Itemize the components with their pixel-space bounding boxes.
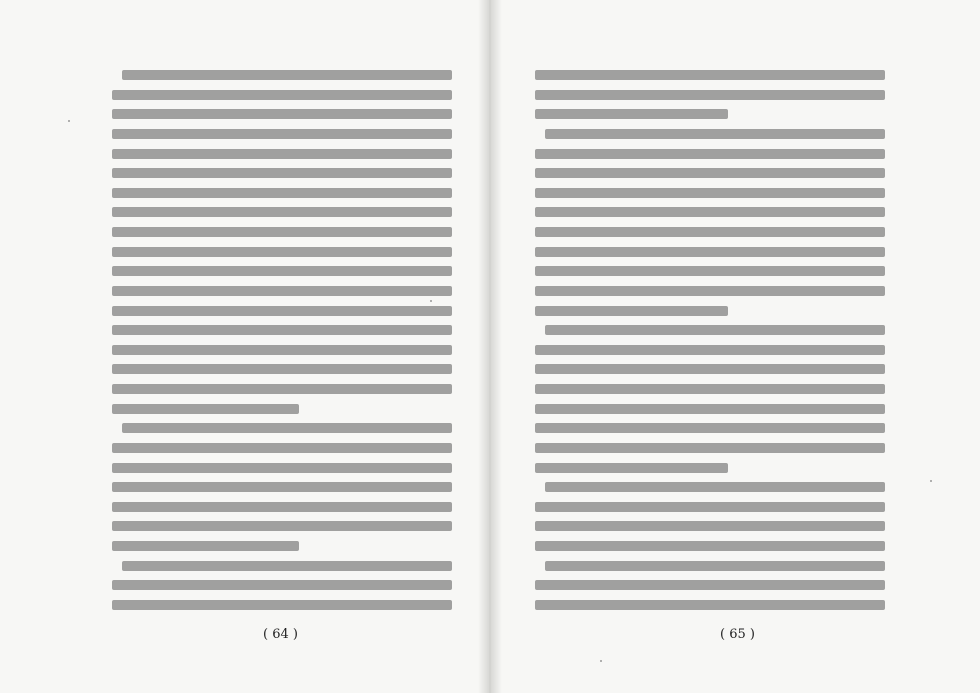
text-line [545,561,885,571]
text-line [535,364,885,374]
text-line [535,423,885,433]
text-line [535,266,885,276]
text-line [535,188,885,198]
text-line [535,306,728,316]
text-line [535,109,728,119]
text-line [535,600,885,610]
text-line [112,247,452,257]
text-line [112,188,452,198]
book-gutter [478,0,502,693]
text-line [112,443,452,453]
text-line [112,502,452,512]
text-line [535,580,885,590]
text-line [112,384,452,394]
text-line [545,129,885,139]
text-line [112,286,452,296]
text-line [122,561,452,571]
left-page-body-text [112,70,452,610]
text-line [535,149,885,159]
text-line [112,364,452,374]
page-number-right: ( 65 ) [720,627,755,642]
text-line [112,168,452,178]
text-line [112,149,452,159]
text-line [112,306,452,316]
text-line [535,443,885,453]
right-page-body-text [535,70,885,610]
text-line [112,266,452,276]
scan-speck [600,660,602,662]
text-line [535,168,885,178]
text-line [112,227,452,237]
text-line [535,521,885,531]
text-line [112,109,452,119]
text-line [112,482,452,492]
page-number-left: ( 64 ) [263,627,298,642]
text-line [535,247,885,257]
text-line [112,541,299,551]
text-line [535,227,885,237]
text-line [535,286,885,296]
text-line [535,345,885,355]
text-line [535,70,885,80]
text-line [122,70,452,80]
text-line [112,325,452,335]
text-line [122,423,452,433]
scan-speck [930,480,932,482]
text-line [112,580,452,590]
text-line [112,207,452,217]
text-line [112,463,452,473]
text-line [112,129,452,139]
text-line [535,463,728,473]
text-line [535,404,885,414]
text-line [112,600,452,610]
text-line [112,404,299,414]
right-page [490,0,980,693]
text-line [545,482,885,492]
text-line [112,521,452,531]
text-line [112,345,452,355]
text-line [535,90,885,100]
text-line [112,90,452,100]
text-line [535,541,885,551]
scan-speck [430,300,432,302]
text-line [535,384,885,394]
scan-speck [68,120,70,122]
text-line [535,207,885,217]
text-line [535,502,885,512]
text-line [545,325,885,335]
